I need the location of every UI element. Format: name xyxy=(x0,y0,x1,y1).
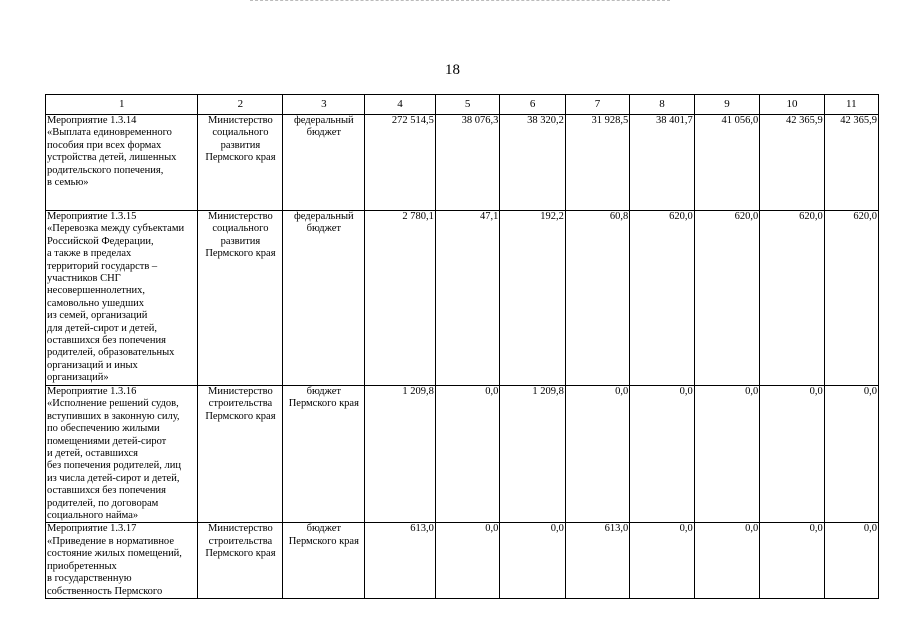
scan-edge-line xyxy=(250,0,670,2)
value-cell: 0,0 xyxy=(760,386,824,523)
column-header: 7 xyxy=(565,95,629,115)
value-cell: 620,0 xyxy=(694,211,759,386)
column-header: 4 xyxy=(365,95,436,115)
value-cell: 620,0 xyxy=(630,211,694,386)
header-row xyxy=(46,95,879,115)
value-cell: 620,0 xyxy=(760,211,824,386)
value-cell: 42 365,9 xyxy=(760,115,824,211)
funding-source-cell: бюджет Пермского края xyxy=(283,523,365,598)
value-cell: 0,0 xyxy=(760,523,824,598)
value-cell: 613,0 xyxy=(365,523,436,598)
column-header: 1 xyxy=(46,95,198,115)
value-cell: 42 365,9 xyxy=(824,115,878,211)
column-header: 2 xyxy=(198,95,283,115)
value-cell: 272 514,5 xyxy=(365,115,436,211)
value-cell: 1 209,8 xyxy=(365,386,436,523)
funding-source-cell: федеральный бюджет xyxy=(283,211,365,386)
executor-cell: Министерство социального развития Пермского края xyxy=(198,115,283,211)
value-cell: 0,0 xyxy=(694,523,759,598)
value-cell: 38 320,2 xyxy=(500,115,565,211)
measure-name-cell: Мероприятие 1.3.15 «Перевозка между субъектами Российской Федерации, а также в пределах территорий государств – участников СНГ несовершеннолетних, самовольно ушедших из семей, организаций для детей-сирот и детей, оставшихся без попечения родителей, образовательных организаций и иных организаций» xyxy=(46,211,198,386)
value-cell: 0,0 xyxy=(435,386,499,523)
value-cell: 1 209,8 xyxy=(500,386,565,523)
value-cell: 2 780,1 xyxy=(365,211,436,386)
value-cell: 0,0 xyxy=(630,386,694,523)
column-header: 6 xyxy=(500,95,565,115)
value-cell: 0,0 xyxy=(824,523,878,598)
data-table xyxy=(45,94,879,599)
value-cell: 60,8 xyxy=(565,211,629,386)
value-cell: 620,0 xyxy=(824,211,878,386)
value-cell: 0,0 xyxy=(500,523,565,598)
funding-source-cell: бюджет Пермского края xyxy=(283,386,365,523)
executor-cell: Министерство строительства Пермского края xyxy=(198,523,283,598)
column-header: 5 xyxy=(435,95,499,115)
value-cell: 41 056,0 xyxy=(694,115,759,211)
page-number: 18 xyxy=(445,62,460,78)
value-cell: 38 076,3 xyxy=(435,115,499,211)
measure-name-cell: Мероприятие 1.3.16 «Исполнение решений судов, вступивших в законную силу, по обеспечению жилыми помещениями детей-сирот и детей, оставшихся без попечения родителей, лиц из числа детей-сирот и детей, оставшихся без попечения родителей, по договорам социального найма» xyxy=(46,386,198,523)
value-cell: 0,0 xyxy=(565,386,629,523)
table-row xyxy=(46,523,879,598)
executor-cell: Министерство строительства Пермского края xyxy=(198,386,283,523)
table-row xyxy=(46,115,879,211)
value-cell: 613,0 xyxy=(565,523,629,598)
table-row xyxy=(46,386,879,523)
value-cell: 38 401,7 xyxy=(630,115,694,211)
measure-name-cell: Мероприятие 1.3.14 «Выплата единовременного пособия при всех формах устройства детей, лишенных родительского попечения, в семью» xyxy=(46,115,198,211)
funding-source-cell: федеральный бюджет xyxy=(283,115,365,211)
column-header: 9 xyxy=(694,95,759,115)
value-cell: 47,1 xyxy=(435,211,499,386)
table-row xyxy=(46,211,879,386)
value-cell: 0,0 xyxy=(630,523,694,598)
measure-name-cell: Мероприятие 1.3.17 «Приведение в нормативное состояние жилых помещений, приобретенных в государственную собственность Пермского xyxy=(46,523,198,598)
column-header: 10 xyxy=(760,95,824,115)
column-header: 3 xyxy=(283,95,365,115)
value-cell: 0,0 xyxy=(824,386,878,523)
executor-cell: Министерство социального развития Пермского края xyxy=(198,211,283,386)
column-header: 11 xyxy=(824,95,878,115)
value-cell: 31 928,5 xyxy=(565,115,629,211)
value-cell: 192,2 xyxy=(500,211,565,386)
value-cell: 0,0 xyxy=(694,386,759,523)
value-cell: 0,0 xyxy=(435,523,499,598)
column-header: 8 xyxy=(630,95,694,115)
